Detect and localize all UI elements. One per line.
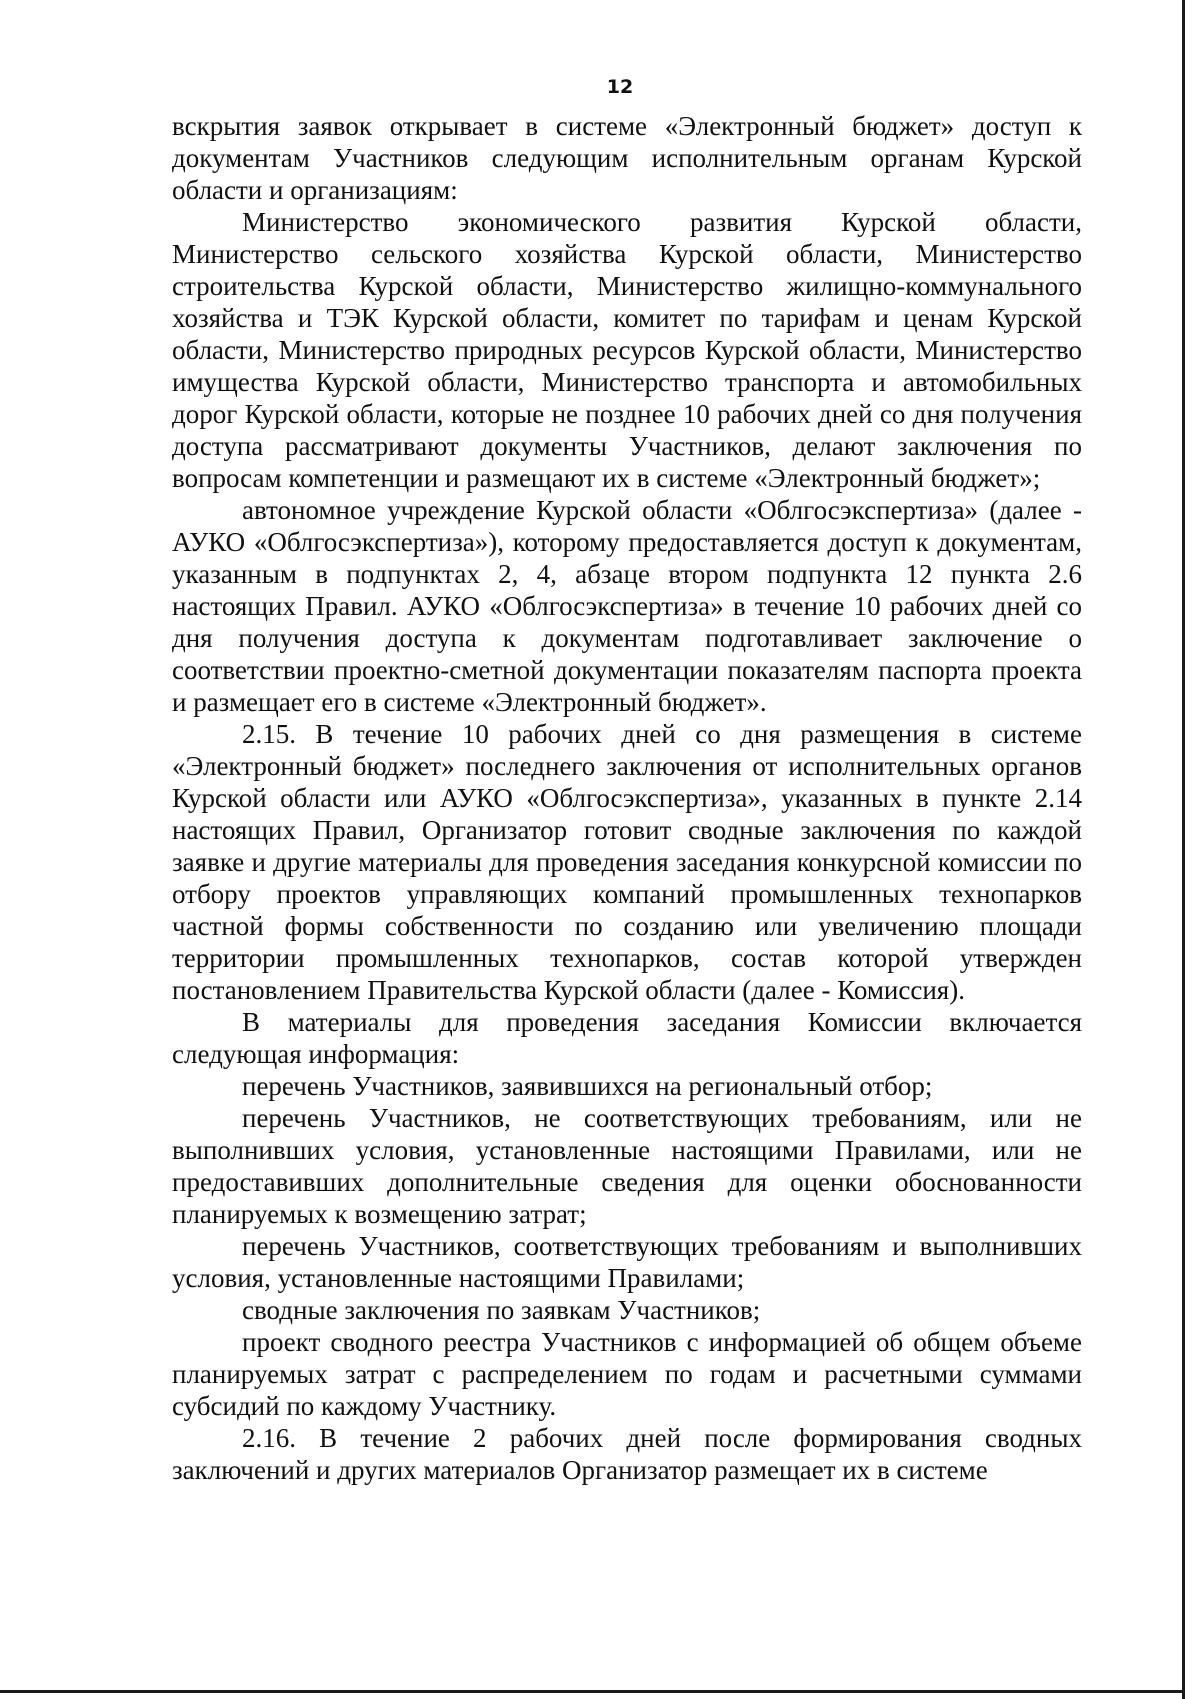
paragraph-ministries: Министерство экономического развития Курской области, Министерство сельского хозяйства Курской области, Министерство строительства Курской области, Министерство жилищно-коммунального хозяйства и ТЭК Курской области, комитет по тарифам и ценам Курской области, Министерство природных ресурсов Курской области, Министерство имущества Курской области, Министерство транспорта и автомобильных дорог Курской области, которые не позднее 10 рабочих дней со дня получения доступа рассматривают документы Участников, делают заключения по вопросам компетенции и размещают их в системе «Электронный бюджет»; — [172, 207, 1082, 493]
paragraph-auko: автономное учреждение Курской области «Облгосэкспертиза» (далее - АУКО «Облгосэкспертиза»), которому предоставляется доступ к документам, указанным в подпунктах 2, 4, абзаце втором подпункта 12 пункта 2.6 настоящих Правил. АУКО «Облгосэкспертиза» в течение 10 рабочих дней со дня получения доступа к документам подготавливает заключение о соответствии проектно-сметной документации показателям паспорта проекта и размещает его в системе «Электронный бюджет». — [172, 495, 1082, 717]
page-number: 12 — [606, 76, 634, 98]
paragraph-continuation: вскрытия заявок открывает в системе «Электронный бюджет» доступ к документам Участников следующим исполнительным органам Курской области и организациям: — [172, 111, 1082, 205]
list-item: перечень Участников, соответствующих требованиям и выполнивших условия, установленные настоящими Правилами; — [172, 1231, 1082, 1293]
document-body — [172, 110, 1082, 1486]
paragraph-materials: В материалы для проведения заседания Комиссии включается следующая информация: — [172, 1007, 1082, 1069]
list-item: сводные заключения по заявкам Участников; — [242, 1295, 761, 1325]
scan-edge-bottom — [0, 1690, 1185, 1693]
paragraph-2-15: 2.15. В течение 10 рабочих дней со дня размещения в системе «Электронный бюджет» последнего заключения от исполнительных органов Курской области или АУКО «Облгосэкспертиза», указанных в пункте 2.14 настоящих Правил, Организатор готовит сводные заключения по каждой заявке и другие материалы для проведения заседания конкурсной комиссии по отбору проектов управляющих компаний промышленных технопарков частной формы собственности по созданию или увеличению площади территории промышленных технопарков, состав которой утвержден постановлением Правительства Курской области (далее - Комиссия). — [172, 719, 1082, 1005]
list-item: перечень Участников, заявившихся на региональный отбор; — [242, 1071, 933, 1101]
scan-edge-right — [1182, 0, 1185, 1699]
list-item: проект сводного реестра Участников с информацией об общем объеме планируемых затрат с распределением по годам и расчетными суммами субсидий по каждому Участнику. — [172, 1327, 1082, 1421]
list-item: перечень Участников, не соответствующих требованиям, или не выполнивших условия, установленные настоящими Правилами, или не предоставивших дополнительные сведения для оценки обоснованности планируемых к возмещению затрат; — [172, 1103, 1082, 1229]
paragraph-2-16: 2.16. В течение 2 рабочих дней после формирования сводных заключений и других материалов Организатор размещает их в системе — [172, 1423, 1082, 1485]
